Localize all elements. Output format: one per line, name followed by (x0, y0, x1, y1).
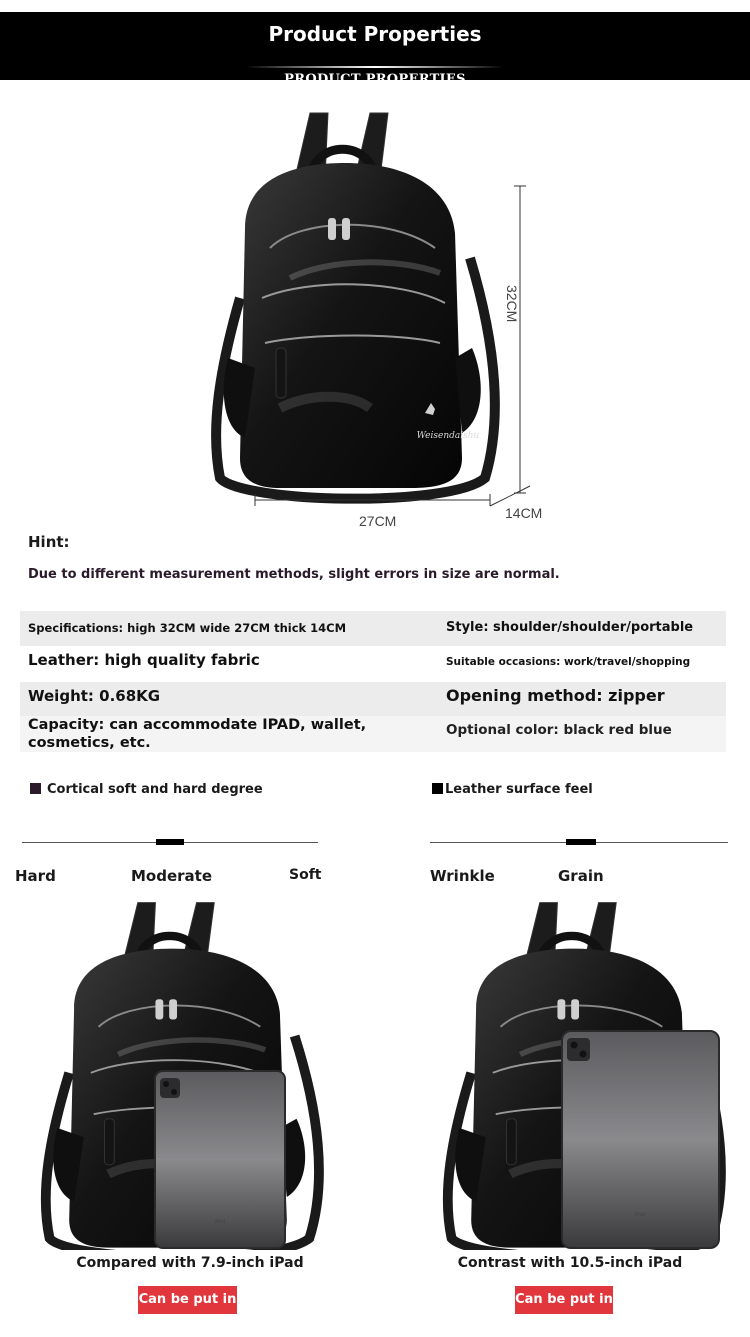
section-header (0, 12, 750, 87)
header-subtitle: PRODUCT PROPERTIES (284, 72, 466, 87)
comparison-photo-small-ipad (30, 898, 330, 1250)
spec-specifications: Specifications: high 32CM wide 27CM thick 14CM (28, 621, 347, 635)
bullet-square-icon (30, 783, 41, 794)
bullet-square-icon (432, 783, 443, 794)
brand-logo-text: Weisendaishu (416, 431, 480, 441)
hint-title: Hint: (28, 533, 70, 551)
spec-row (20, 646, 726, 682)
product-dimension-photo (200, 108, 550, 518)
surface-scale-marker (566, 839, 596, 845)
spec-weight: Weight: 0.68KG (28, 687, 161, 705)
softness-scale-marker (156, 839, 184, 845)
surface-wrinkle: Wrinkle (430, 867, 495, 885)
comparison-photo-large-ipad (432, 898, 732, 1250)
spec-row (20, 611, 726, 646)
fits-badge-small: Can be put in (138, 1286, 237, 1314)
spec-occasions: Suitable occasions: work/travel/shopping (446, 656, 691, 668)
spec-capacity: Capacity: can accommodate IPAD, wallet, cosmetics, etc. (28, 717, 367, 751)
header-divider (245, 66, 505, 68)
spec-leather: Leather: high quality fabric (28, 651, 260, 669)
spec-style: Style: shoulder/shoulder/portable (446, 620, 694, 635)
surface-label (432, 782, 593, 797)
spec-color: Optional color: black red blue (446, 722, 672, 738)
fits-badge-large: Can be put in (515, 1286, 613, 1314)
spec-row (20, 682, 726, 716)
surface-grain: Grain (558, 867, 604, 885)
tablet-brand-text: iPad (214, 1219, 226, 1225)
softness-soft: Soft (289, 867, 322, 883)
softness-hard: Hard (15, 867, 56, 885)
dimension-width: 27CM (359, 513, 397, 529)
tablet-brand-text: iPad (634, 1212, 646, 1218)
dimension-depth: 14CM (505, 505, 543, 521)
softness-label (30, 782, 263, 797)
comparison-caption-large: Contrast with 10.5-inch iPad (457, 1255, 683, 1271)
comparison-caption-small: Compared with 7.9-inch iPad (76, 1255, 304, 1271)
softness-moderate: Moderate (131, 867, 213, 885)
spec-opening: Opening method: zipper (446, 686, 665, 705)
spec-row (20, 716, 726, 752)
dimension-height: 32CM (504, 285, 520, 323)
surface-label-text: Leather surface feel (445, 782, 593, 797)
softness-label-text: Cortical soft and hard degree (47, 782, 263, 797)
hint-body: Due to different measurement methods, slight errors in size are normal. (28, 567, 560, 582)
header-title: Product Properties (268, 22, 482, 46)
